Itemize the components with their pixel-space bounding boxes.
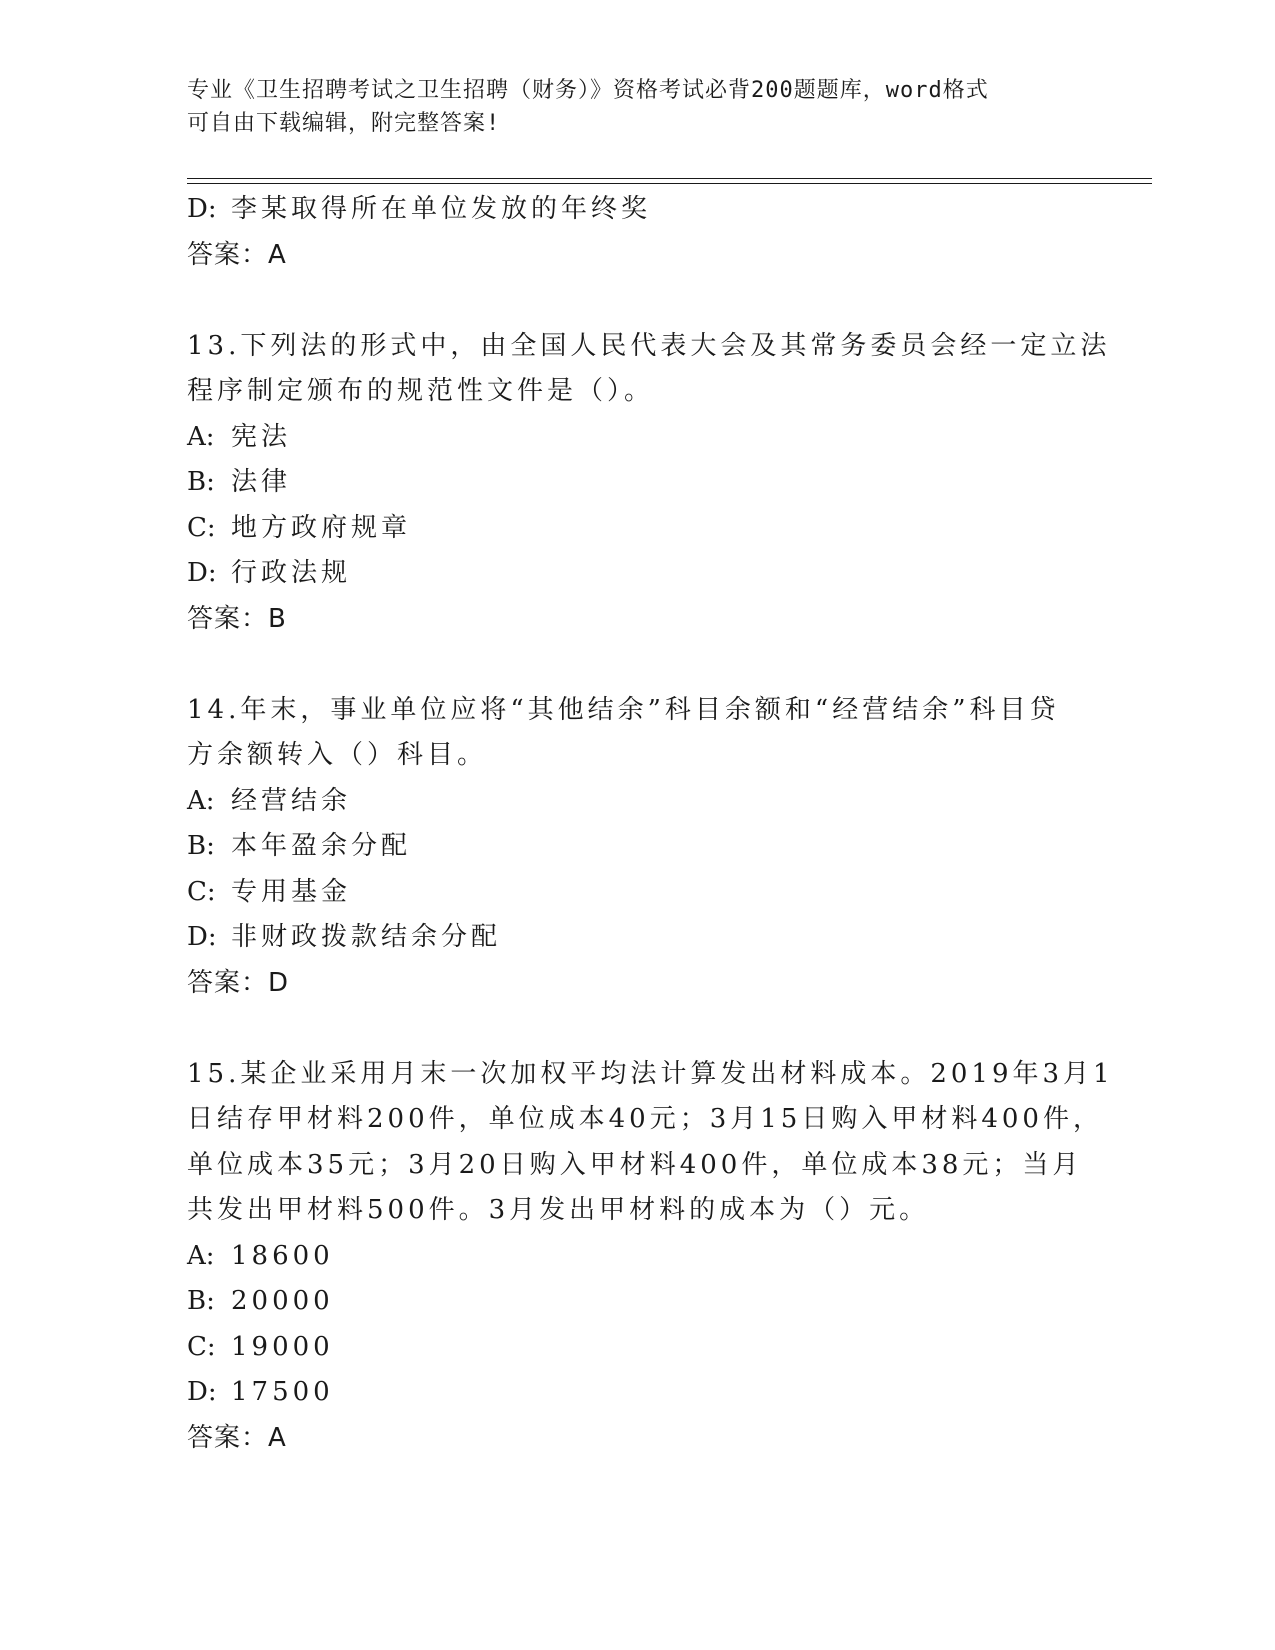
header-divider-bottom xyxy=(187,183,1152,184)
question-line: 共发出甲材料500件。3月发出甲材料的成本为（）元。 xyxy=(187,1195,930,1225)
question-13 xyxy=(187,324,1111,643)
prev-option-d xyxy=(187,187,1067,233)
document-header xyxy=(187,74,1067,140)
question-line: 15.某企业采用月末一次加权平均法计算发出材料成本。2019年3月1 xyxy=(187,1058,1114,1089)
question-line: 13.下列法的形式中，由全国人民代表大会及其常务委员会经一定立法 xyxy=(187,330,1111,361)
spacer xyxy=(187,1006,1067,1052)
option-letter: A: xyxy=(187,785,215,816)
option-text: 非财政拨款结余分配 xyxy=(231,922,502,952)
question-14 xyxy=(187,688,1067,1007)
option-letter: D: xyxy=(187,558,217,588)
option-text: 地方政府规章 xyxy=(231,512,412,543)
option-text: 本年盈余分配 xyxy=(231,831,412,861)
option-c xyxy=(187,506,1067,552)
option-text: 17500 xyxy=(231,1377,334,1407)
option-text: 19000 xyxy=(231,1331,334,1362)
option-b xyxy=(187,460,1067,506)
option-letter: A: xyxy=(187,1240,215,1271)
question-text xyxy=(187,1052,1114,1234)
option-text: 行政法规 xyxy=(231,558,352,588)
option-text: 法律 xyxy=(231,467,292,497)
question-line: 程序制定颁布的规范性文件是（）。 xyxy=(187,376,655,406)
option-letter: B: xyxy=(187,467,215,497)
option-text: 经营结余 xyxy=(231,785,352,816)
option-letter: D: xyxy=(187,1377,217,1407)
option-letter: D: xyxy=(187,922,217,952)
spacer xyxy=(187,278,1067,324)
option-text: 18600 xyxy=(231,1240,334,1271)
question-list xyxy=(187,187,1114,1461)
question-line: 单位成本35元；3月20日购入甲材料400件，单位成本38元；当月 xyxy=(187,1149,1083,1180)
option-text: 李某取得所在单位发放的年终奖 xyxy=(231,194,652,224)
option-d xyxy=(187,1370,1067,1416)
answer: 答案：D xyxy=(187,967,290,998)
option-a xyxy=(187,779,1067,825)
header-line-1: 专业《卫生招聘考试之卫生招聘（财务）》资格考试必背200题题库，word格式 xyxy=(187,78,989,103)
question-line: 日结存甲材料200件，单位成本40元；3月15日购入甲材料400件， xyxy=(187,1104,1103,1134)
option-b xyxy=(187,824,1067,870)
header-line-2: 可自由下载编辑，附完整答案! xyxy=(187,111,501,136)
header-divider-top xyxy=(187,178,1152,179)
spacer xyxy=(187,642,1067,688)
option-letter: A: xyxy=(187,421,215,452)
option-letter: C: xyxy=(187,512,216,543)
option-text: 专用基金 xyxy=(231,876,352,907)
option-letter: D: xyxy=(187,194,217,224)
question-line: 方余额转入（）科目。 xyxy=(187,740,488,770)
option-text: 20000 xyxy=(231,1286,334,1316)
option-b xyxy=(187,1279,1067,1325)
option-letter: C: xyxy=(187,1331,216,1362)
prev-answer: 答案：A xyxy=(187,239,287,270)
option-d xyxy=(187,551,1067,597)
option-letter: C: xyxy=(187,876,216,907)
answer: 答案：B xyxy=(187,603,287,634)
option-a xyxy=(187,415,1067,461)
question-text xyxy=(187,324,1111,415)
option-text: 宪法 xyxy=(231,421,292,452)
question-line: 14.年末，事业单位应将“其他结余”科目余额和“经营结余”科目贷 xyxy=(187,694,1060,725)
option-letter: B: xyxy=(187,831,215,861)
option-letter: B: xyxy=(187,1286,215,1316)
option-d xyxy=(187,915,1067,961)
option-a xyxy=(187,1234,1067,1280)
option-c xyxy=(187,870,1067,916)
answer: 答案：A xyxy=(187,1422,287,1453)
option-c xyxy=(187,1325,1067,1371)
question-text xyxy=(187,688,1067,779)
question-15 xyxy=(187,1052,1114,1462)
